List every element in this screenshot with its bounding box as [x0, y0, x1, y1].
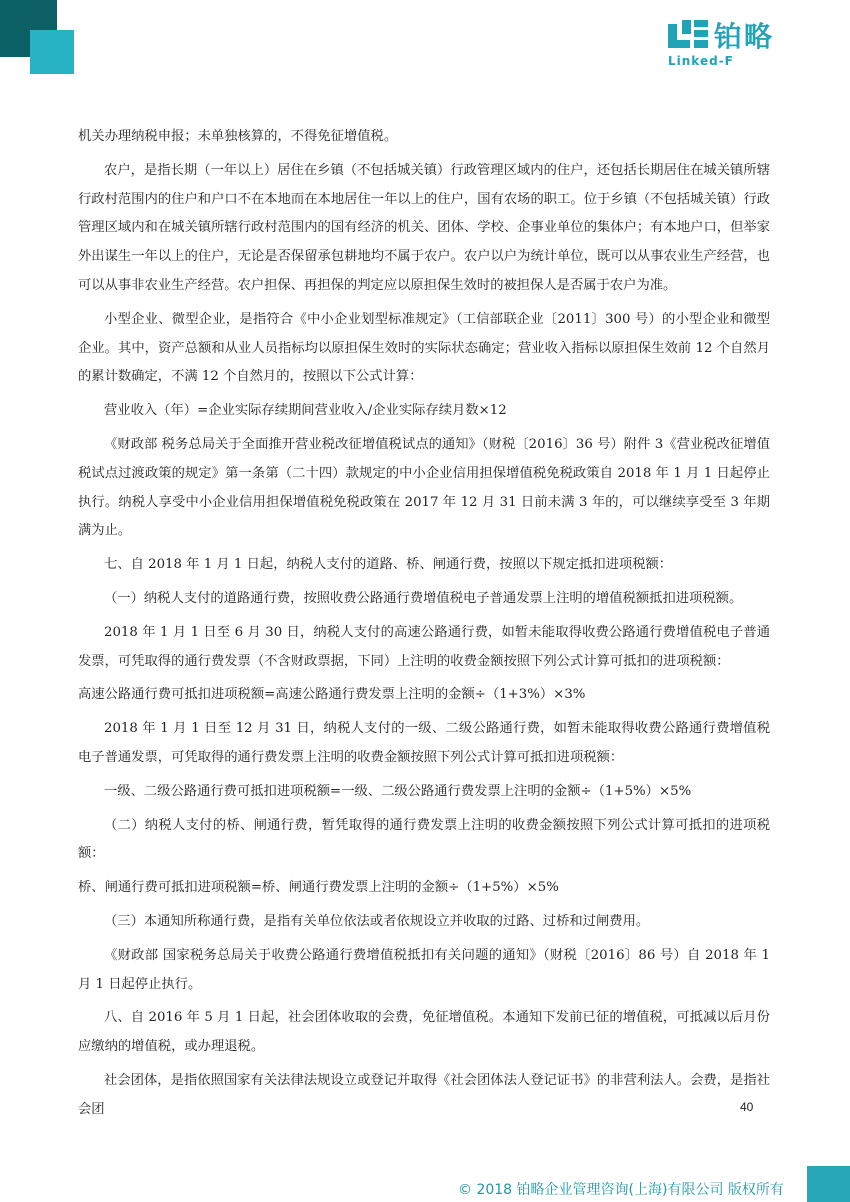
section-heading: 八、自 2016 年 5 月 1 日起，社会团体收取的会费，免征增值税。本通知下发前已征的增值税，可抵减以后月份应缴纳的增值税，或办理退税。 [78, 1010, 770, 1055]
document-body [78, 123, 770, 1125]
formula: 营业收入（年）=企业实际存续期间营业收入/企业实际存续月数×12 [104, 403, 507, 419]
footer-decoration [807, 1166, 850, 1202]
paragraph: 2018 年 1 月 1 日至 12 月 31 日，纳税人支付的一级、二级公路通行费，如暂未能取得收费公路通行费增值税电子普通发票，可凭取得的通行费发票上注明的收费金额按照下列公式计算可抵扣进项税额： [78, 721, 770, 765]
formula: 桥、闸通行费可抵扣进项税额=桥、闸通行费发票上注明的金额÷（1+5%）×5% [78, 880, 559, 896]
paragraph: 农户，是指长期（一年以上）居住在乡镇（不包括城关镇）行政管理区域内的住户，还包括长期居住在城关镇所辖行政村范围内的住户和户口不在本地而在本地居住一年以上的住户，国有农场的职工。位于乡镇（不包括城关镇）行政管理区域内和在城关镇所辖行政村范围内的国有经济的机关、团体、学校、企事业单位的集体户；有本地户口，但举家外出谋生一年以上的住户，无论是否保留承包耕地均不属于农户。农户以户为统计单位，既可以从事农业生产经营，也可以从事非农业生产经营。农户担保、再担保的判定应以原担保生效时的被担保人是否属于农户为准。 [78, 162, 770, 293]
paragraph: 《财政部 国家税务总局关于收费公路通行费增值税抵扣有关问题的通知》（财税〔2016〕86 号）自 2018 年 1 月 1 日起停止执行。 [78, 947, 770, 992]
paragraph: 社会团体，是指依照国家有关法律法规设立或登记并取得《社会团体法人登记证书》的非营利法人。会费，是指社会团 [78, 1072, 770, 1117]
corner-decoration-light [30, 30, 74, 74]
formula: 高速公路通行费可抵扣进项税额=高速公路通行费发票上注明的金额÷（1+3%）×3% [78, 687, 586, 703]
paragraph: 2018 年 1 月 1 日至 6 月 30 日，纳税人支付的高速公路通行费，如暂未能取得收费公路通行费增值税电子普通发票，可凭取得的通行费发票（不含财政票据，下同）上注明的收费金额按照下列公式计算可抵扣的进项税额： [78, 624, 770, 669]
footer-copyright: © 2018 铂略企业管理咨询(上海)有限公司 版权所有 [458, 1182, 784, 1198]
page-number: 40 [740, 1100, 754, 1114]
brand-name-cn: 铂略 [714, 20, 775, 53]
section-heading: 七、自 2018 年 1 月 1 日起，纳税人支付的道路、桥、闸通行费，按照以下规定抵扣进项税额： [104, 557, 673, 573]
paragraph: 小型企业、微型企业，是指符合《中小企业划型标准规定》（工信部联企业〔2011〕300 号）的小型企业和微型企业。其中，资产总额和从业人员指标均以原担保生效时的实际状态确定；营业收入指标以原担保生效前 12 个自然月的累计数确定，不满 12 个自然月的，按照以下公式计算： [78, 311, 770, 385]
brand-name-en: Linked-F [668, 54, 734, 68]
paragraph: （一）纳税人支付的道路通行费，按照收费公路通行费增值税电子普通发票上注明的增值税额抵扣进项税额。 [104, 590, 743, 606]
paragraph: 机关办理纳税申报；未单独核算的，不得免征增值税。 [78, 129, 398, 144]
formula: 一级、二级公路通行费可抵扣进项税额=一级、二级公路通行费发票上注明的金额÷（1+5%）×5% [104, 783, 692, 799]
paragraph: （二）纳税人支付的桥、闸通行费，暂凭取得的通行费发票上注明的收费金额按照下列公式计算可抵扣的进项税额： [78, 817, 770, 862]
brand-logo [668, 20, 798, 68]
paragraph: 《财政部 税务总局关于全面推开营业税改征增值税试点的通知》（财税〔2016〕36 号）附件 3《营业税改征增值税试点过渡政策的规定》第一条第（二十四）款规定的中小企业信用担保增值税免税政策自 2018 年 1 月 1 日起停止执行。纳税人享受中小企业信用担保增值税免税政策在 2017 年 12 月 31 日前未满 3 年的，可以继续享受至 3 年期满为止。 [78, 436, 770, 539]
paragraph: （三）本通知所称通行费，是指有关单位依法或者依规设立并收取的过路、过桥和过闸费用。 [104, 913, 650, 929]
logo-mark-icon [668, 20, 708, 56]
